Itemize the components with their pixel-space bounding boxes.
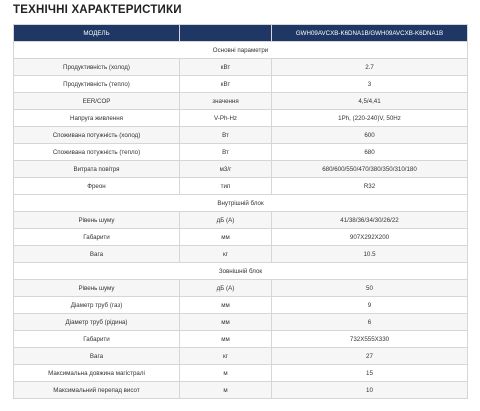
table-row (14, 314, 468, 331)
unit-cell: Вт (180, 127, 272, 144)
value-cell: 732X555X330 (272, 331, 468, 348)
section-title: Основні параметри (14, 42, 468, 59)
param-cell: Вага (14, 246, 180, 263)
value-cell: 41/38/36/34/30/26/22 (272, 212, 468, 229)
value-cell: 680 (272, 144, 468, 161)
table-row (14, 144, 468, 161)
table-row (14, 127, 468, 144)
param-cell: Габарити (14, 229, 180, 246)
param-cell: Витрата повітря (14, 161, 180, 178)
unit-cell: м3/г (180, 161, 272, 178)
table-row (14, 178, 468, 195)
header-row (14, 25, 468, 42)
page-title: ТЕХНІЧНІ ХАРАКТЕРИСТИКИ (13, 4, 182, 16)
value-cell: 680/600/550/470/380/350/310/180 (272, 161, 468, 178)
unit-cell: м (180, 365, 272, 382)
param-cell: Діаметр труб (газ) (14, 297, 180, 314)
table-row (14, 246, 468, 263)
value-cell: R32 (272, 178, 468, 195)
unit-cell: м (180, 382, 272, 399)
table-row (14, 110, 468, 127)
unit-cell: тип (180, 178, 272, 195)
param-cell: Максимальний перепад висот (14, 382, 180, 399)
table-row (14, 331, 468, 348)
header-unit-label (180, 25, 272, 42)
header-model-value: GWH09AVCXB-K6DNA1B/GWH09AVCXB-K6DNA1B (272, 25, 468, 42)
unit-cell: дБ (А) (180, 212, 272, 229)
specs-table (13, 24, 468, 399)
unit-cell: мм (180, 314, 272, 331)
value-cell: 9 (272, 297, 468, 314)
param-cell: Фреон (14, 178, 180, 195)
param-cell: Рівень шуму (14, 280, 180, 297)
section-title: Внутрішній блок (14, 195, 468, 212)
table-row (14, 212, 468, 229)
table-row (14, 348, 468, 365)
table-row (14, 382, 468, 399)
param-cell: Максимальна довжина магістралі (14, 365, 180, 382)
param-cell: Споживана потужність (тепло) (14, 144, 180, 161)
table-row (14, 93, 468, 110)
unit-cell: мм (180, 229, 272, 246)
value-cell: 15 (272, 365, 468, 382)
param-cell: Рівень шуму (14, 212, 180, 229)
unit-cell: мм (180, 297, 272, 314)
unit-cell: V-Ph-Hz (180, 110, 272, 127)
section-row (14, 263, 468, 280)
value-cell: 10.5 (272, 246, 468, 263)
section-row (14, 195, 468, 212)
param-cell: Напруга живлення (14, 110, 180, 127)
table-row (14, 365, 468, 382)
param-cell: Діаметр труб (рідина) (14, 314, 180, 331)
value-cell: 600 (272, 127, 468, 144)
unit-cell: кг (180, 348, 272, 365)
param-cell: Продуктивність (холод) (14, 59, 180, 76)
table-row (14, 297, 468, 314)
param-cell: Продуктивність (тепло) (14, 76, 180, 93)
value-cell: 10 (272, 382, 468, 399)
unit-cell: кВт (180, 59, 272, 76)
value-cell: 27 (272, 348, 468, 365)
table-row (14, 229, 468, 246)
value-cell: 6 (272, 314, 468, 331)
value-cell: 907X292X200 (272, 229, 468, 246)
unit-cell: Вт (180, 144, 272, 161)
value-cell: 1Ph, (220-240)V, 50Hz (272, 110, 468, 127)
value-cell: 50 (272, 280, 468, 297)
value-cell: 2.7 (272, 59, 468, 76)
value-cell: 3 (272, 76, 468, 93)
unit-cell: значення (180, 93, 272, 110)
table-row (14, 161, 468, 178)
param-cell: Споживана потужність (холод) (14, 127, 180, 144)
section-row (14, 42, 468, 59)
table-header (14, 25, 468, 42)
table-row (14, 59, 468, 76)
unit-cell: мм (180, 331, 272, 348)
header-model-label: МОДЕЛЬ (14, 25, 180, 42)
table-body (14, 42, 468, 399)
value-cell: 4,5/4,41 (272, 93, 468, 110)
unit-cell: дБ (А) (180, 280, 272, 297)
table-row (14, 280, 468, 297)
param-cell: Вага (14, 348, 180, 365)
param-cell: Габарити (14, 331, 180, 348)
section-title: Зовнішній блок (14, 263, 468, 280)
unit-cell: кВт (180, 76, 272, 93)
unit-cell: кг (180, 246, 272, 263)
table-row (14, 76, 468, 93)
param-cell: EER/COP (14, 93, 180, 110)
